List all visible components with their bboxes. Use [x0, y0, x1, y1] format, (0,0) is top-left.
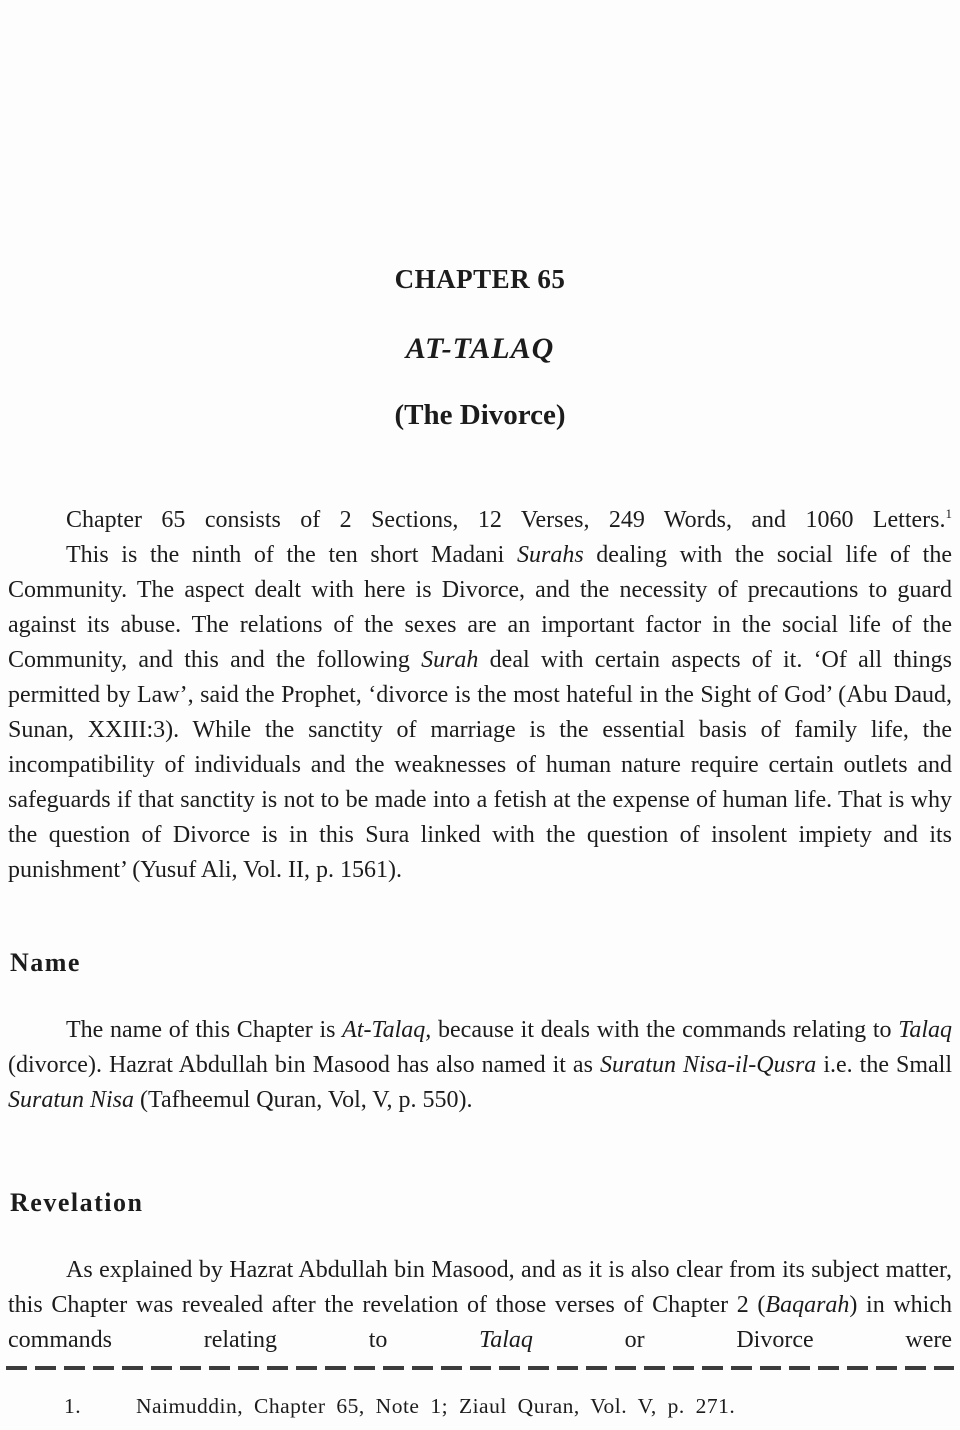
footnote-separator [6, 1366, 954, 1370]
intro-paragraph-2: This is the ninth of the ten short Madani Surahs dealing with the social life of the Community. The aspect dealt with here is Divorce, and the necessity of precautions to guard against its abuse. The relations of the sexes are an important factor in the social life of the Community, and this and the following Surah deal with certain aspects of it. ‘Of all things permitted by Law’, said the Prophet, ‘divorce is the most hateful in the Sight of God’ (Abu Daud, Sunan, XXIII:3). While the sanctity of marriage is the essential basis of family life, the incompatibility of individuals and the weaknesses of human nature require certain outlets and safeguards if that sanctity is not to be made into a fetish at the expense of human life. That is why the question of Divorce is in this Sura linked with the question of insolent impiety and its punishment’ (Yusuf Ali, Vol. II, p. 1561). [8, 542, 953, 883]
name-paragraph: The name of this Chapter is At-Talaq, because it deals with the commands relating to Talaq (divorce). Hazrat Abdullah bin Masood has also named it as Suratun Nisa-il-Qusra i.e. the Small Suratun Nisa (Tafheemul Quran, Vol, V, p. 550). [8, 1017, 952, 1113]
footnote-number: 1. [64, 1394, 82, 1418]
section-heading-revelation: Revelation [10, 1188, 144, 1217]
name-section [8, 1013, 952, 1118]
chapter-subtitle: (The Divorce) [394, 399, 566, 431]
revelation-section [8, 1253, 952, 1358]
section-heading-name: Name [10, 948, 81, 977]
revelation-paragraph: As explained by Hazrat Abdullah bin Masood, and as it is also clear from its subject matter, this Chapter was revealed after the revelation of those verses of Chapter 2 (Baqarah) in which commands relating to Talaq or Divorce were [8, 1257, 953, 1353]
chapter-title: AT-TALAQ [405, 332, 555, 365]
intro-paragraph-1: Chapter 65 consists of 2 Sections, 12 Verses, 249 Words, and 1060 Letters.$^1$ [66, 506, 952, 533]
footnote-text: Naimuddin, Chapter 65, Note 1; Ziaul Quran, Vol. V, p. 271. [136, 1394, 736, 1418]
chapter-heading: CHAPTER 65 [394, 264, 566, 294]
footnote [8, 1391, 952, 1421]
intro-section [8, 503, 952, 888]
